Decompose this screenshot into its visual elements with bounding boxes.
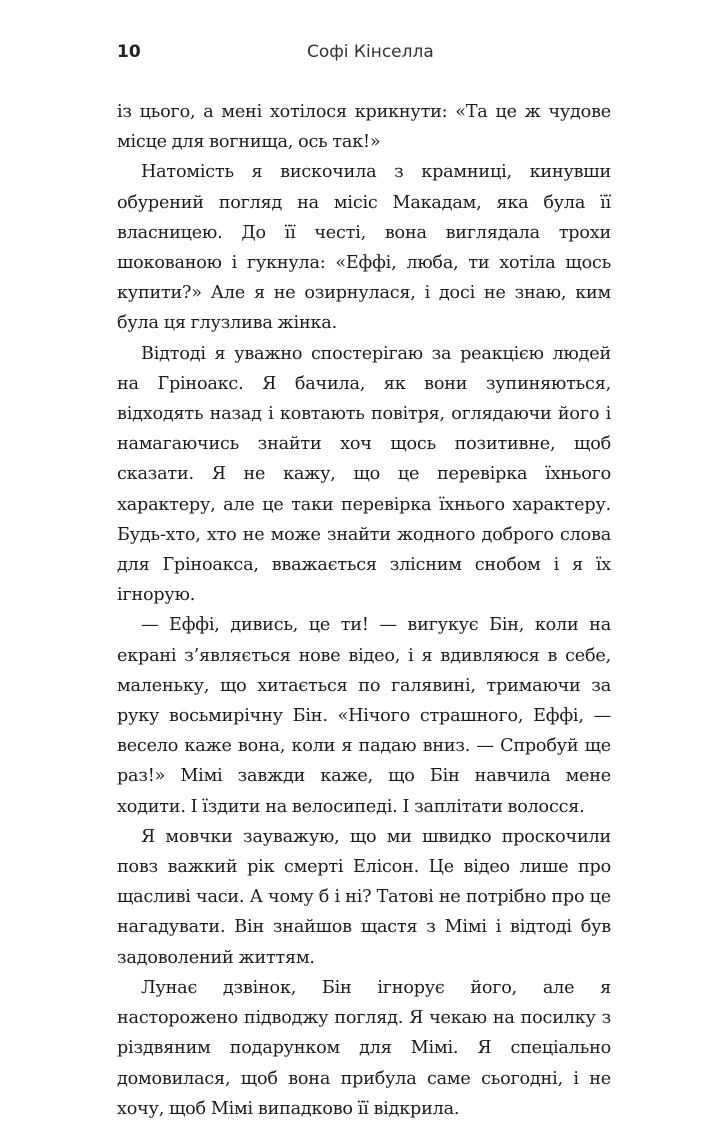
paragraph: Відтоді я уважно спостерігаю за реакцією людей на Гріноакс. Я бачила, як вони зупиняються, відходять назад і ковтають повітря, оглядаючи його і намагаючись знайти хоч щось позитивне, щоб сказати. Я не кажу, що це перевірка їхнього характеру, але це таки перевірка їхнього характеру. Будь-хто, хто не може знайти жодного доброго слова для Гріноакса, вважається злісним снобом і я їх ігнорую. <box>117 343 611 606</box>
body-text <box>117 97 611 1124</box>
paragraph: Натомість я вискочила з крамниці, кинувши обурений погляд на місіс Макадам, яка була її власницею. До її честі, вона виглядала трохи шокованою і гукнула: «Еффі, люба, ти хотіла щось купити?» Але я не озирнулася, і досі не знаю, ким була ця глузлива жінка. <box>117 162 611 334</box>
paragraph: із цього, а мені хотілося крикнути: «Та це ж чудове місце для вогнища, ось так!» <box>117 102 611 153</box>
paragraph: Я мовчки зауважую, що ми швидко проскочили повз важкий рік смерті Елісон. Це відео лише про щасливі часи. А чому б і ні? Татові не потрібно про це нагадувати. Він знайшов щастя з Мімі і відтоді був задоволений життям. <box>117 826 611 968</box>
running-title: Софі Кінселла <box>307 42 434 62</box>
page-header <box>117 38 611 68</box>
page-number: 10 <box>117 42 141 62</box>
paragraph: — Еффі, дивись, це ти! — вигукує Бін, коли на екрані з’являється нове відео, і я вдивляюся в себе, маленьку, що хитається по галявині, тримаючи за руку восьмирічну Бін. «Нічого страшного, Еффі, — весело каже вона, коли я падаю вниз. — Спробуй ще раз!» Мімі завжди каже, що Бін навчила мене ходити. І їздити на велосипеді. І заплітати волосся. <box>117 615 611 817</box>
paragraph: Лунає дзвінок, Бін ігнорує його, але я насторожено підводжу погляд. Я чекаю на посилку з різдвяним подарунком для Мімі. Я спеціально домовилася, щоб вона прибула саме сьогодні, і не хочу, щоб Мімі випадково її відкрила. <box>117 977 611 1119</box>
